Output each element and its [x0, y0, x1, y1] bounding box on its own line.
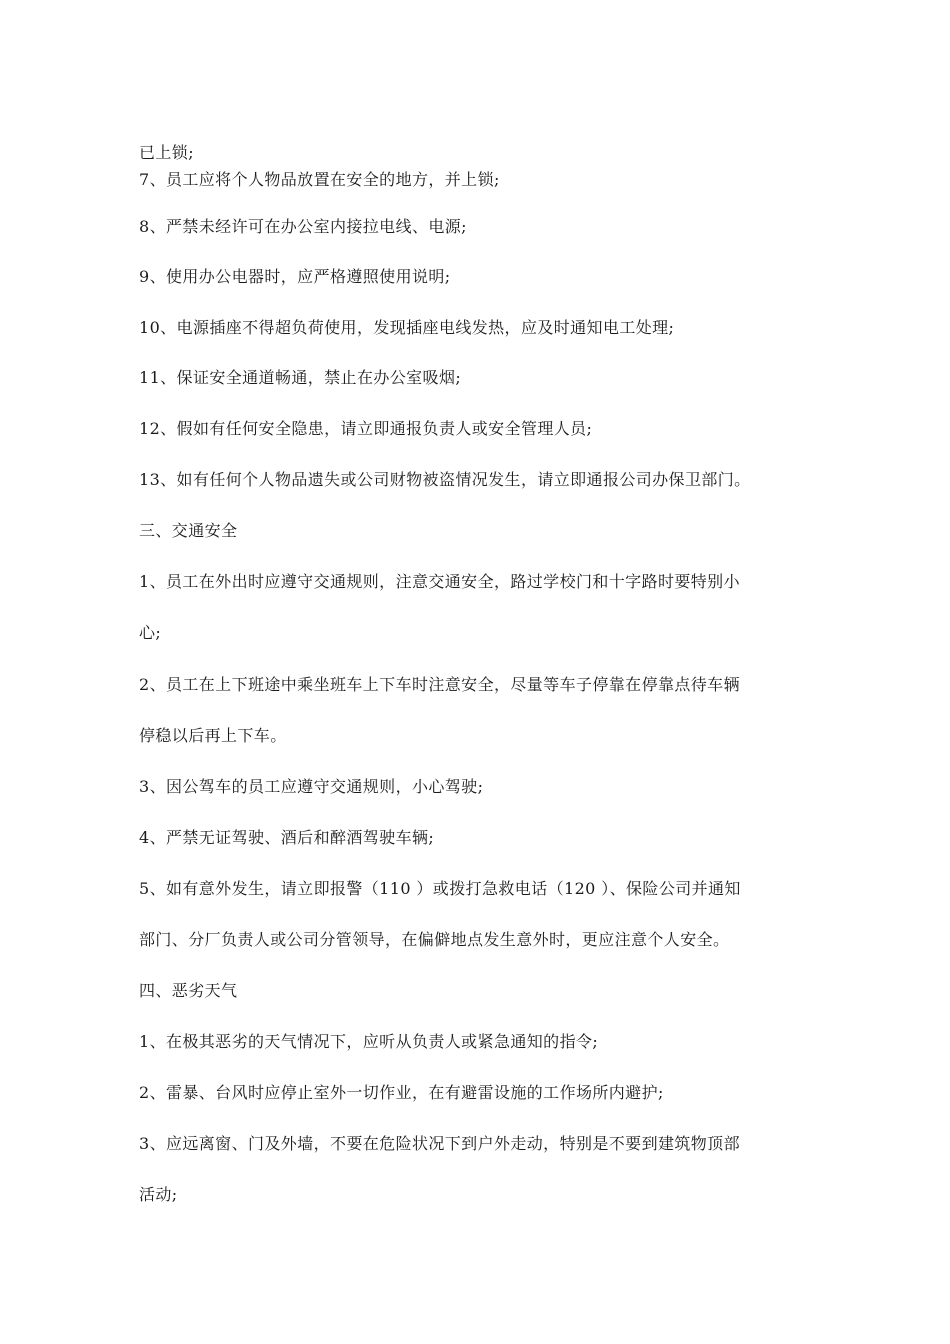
- text-line: 活动;: [139, 1185, 178, 1204]
- text-line: 3、因公驾车的员工应遵守交通规则，小心驾驶;: [139, 777, 484, 796]
- text-line: 5、如有意外发生，请立即报警（110 ）或拨打急救电话（120 ）、保险公司并通知: [139, 879, 741, 898]
- text-line: 7、员工应将个人物品放置在安全的地方，并上锁;: [139, 170, 500, 189]
- text-line: 13、如有任何个人物品遗失或公司财物被盗情况发生，请立即通报公司办保卫部门。: [139, 470, 751, 489]
- text-line: 12、假如有任何安全隐患，请立即通报负责人或安全管理人员;: [139, 419, 593, 438]
- section-heading: 四、恶劣天气: [139, 981, 238, 1000]
- text-line: 部门、分厂负责人或公司分管领导，在偏僻地点发生意外时，更应注意个人安全。: [139, 930, 730, 949]
- text-line: 2、雷暴、台风时应停止室外一切作业，在有避雷设施的工作场所内避护;: [139, 1083, 664, 1102]
- text-line: 10、电源插座不得超负荷使用，发现插座电线发热，应及时通知电工处理;: [139, 318, 675, 337]
- section-heading: 三、交通安全: [139, 521, 238, 540]
- text-line: 1、在极其恶劣的天气情况下，应听从负责人或紧急通知的指令;: [139, 1032, 599, 1051]
- text-line: 2、员工在上下班途中乘坐班车上下车时注意安全，尽量等车子停靠在停靠点待车辆: [139, 675, 740, 694]
- text-line: 3、应远离窗、门及外墙，不要在危险状况下到户外走动，特别是不要到建筑物顶部: [139, 1134, 740, 1153]
- text-line: 已上锁;: [139, 143, 194, 162]
- text-line: 8、严禁未经许可在办公室内接拉电线、电源;: [139, 217, 467, 236]
- text-line: 4、严禁无证驾驶、酒后和醉酒驾驶车辆;: [139, 828, 435, 847]
- text-line: 1、员工在外出时应遵守交通规则，注意交通安全，路过学校门和十字路时要特别小: [139, 572, 740, 591]
- text-line: 心;: [139, 623, 162, 642]
- text-line: 9、使用办公电器时，应严格遵照使用说明;: [139, 267, 451, 286]
- text-line: 11、保证安全通道畅通，禁止在办公室吸烟;: [139, 368, 462, 387]
- text-line: 停稳以后再上下车。: [139, 726, 287, 745]
